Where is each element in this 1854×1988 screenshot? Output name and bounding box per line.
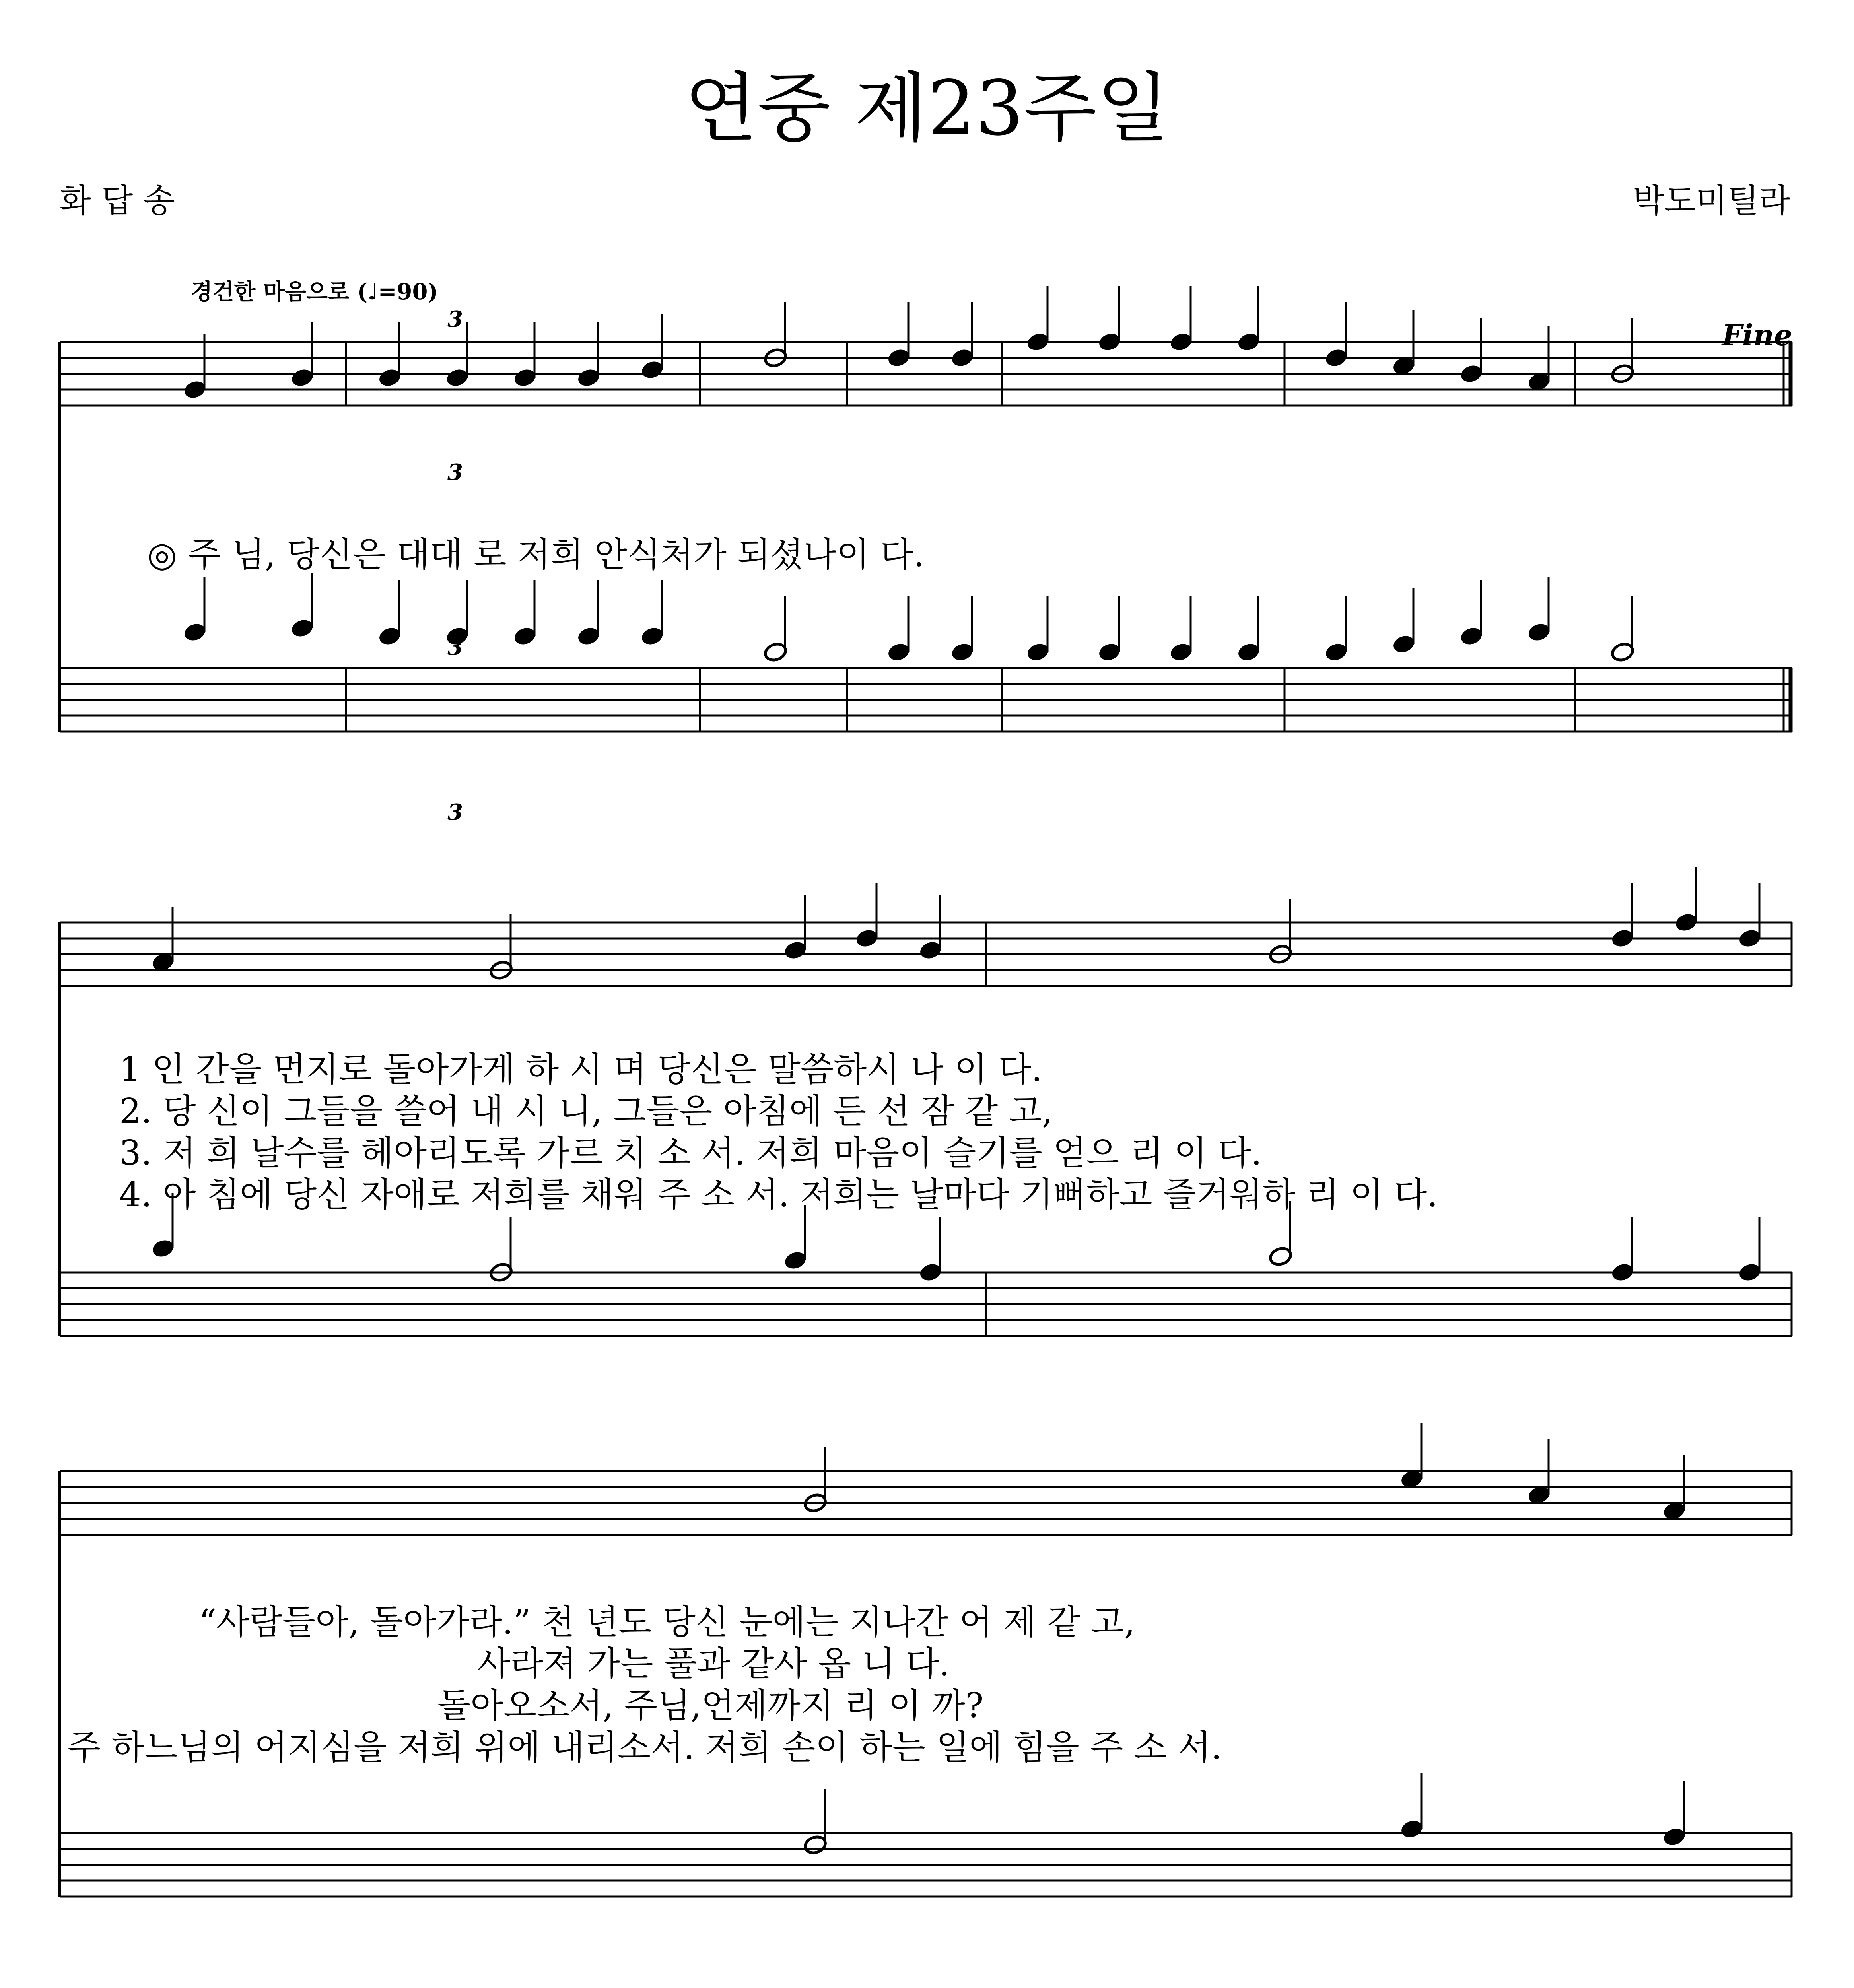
refrain-lyric: ◎ 주 님, 당신은 대대 로 저희 안식처가 되셨나이 다.	[147, 535, 925, 575]
tempo-marking: 경건한 마음으로 (♩=90)	[191, 279, 438, 305]
verse-2-line-2: 사라져 가는 풀과 같사 옵 니 다.	[477, 1644, 950, 1684]
verse-3-line-2: 돌아오소서, 주님,언제까지 리 이 까?	[437, 1686, 984, 1726]
triplet-mark-2: 3	[447, 459, 463, 485]
fine-mark: Fine	[1722, 318, 1792, 352]
composer-label: 박도미틸라	[1632, 182, 1790, 220]
verse-1-line-2: “사람들아, 돌아가라.” 천 년도 당신 눈에는 지나간 어 제 같 고,	[199, 1602, 1135, 1642]
verse-4-line-2: 주 하느님의 어지심을 저희 위에 내리소서. 저희 손이 하는 일에 힘을 주 소 서.	[68, 1728, 1222, 1767]
triplet-mark-4: 3	[447, 799, 463, 825]
verse-1-line-1: 1 인 간을 먼지로 돌아가게 하 시 며 당신은 말씀하시 나 이 다.	[119, 1050, 1042, 1089]
triplet-mark-1: 3	[447, 306, 463, 332]
triplet-mark-3: 3	[447, 634, 463, 660]
page-title: 연중 제23주일	[684, 64, 1170, 152]
verse-4-line-1: 4. 아 침에 당신 자애로 저희를 채워 주 소 서. 저희는 날마다 기뻐하고 즐거워하 리 이 다.	[119, 1175, 1438, 1215]
verse-3-line-1: 3. 저 희 날수를 헤아리도록 가르 치 소 서. 저희 마음이 슬기를 얻으 리 이 다.	[119, 1133, 1262, 1173]
verse-2-line-1: 2. 당 신이 그들을 쓸어 내 시 니, 그들은 아침에 든 선 잠 같 고,	[119, 1091, 1053, 1131]
genre-label: 화 답 송	[60, 182, 175, 220]
